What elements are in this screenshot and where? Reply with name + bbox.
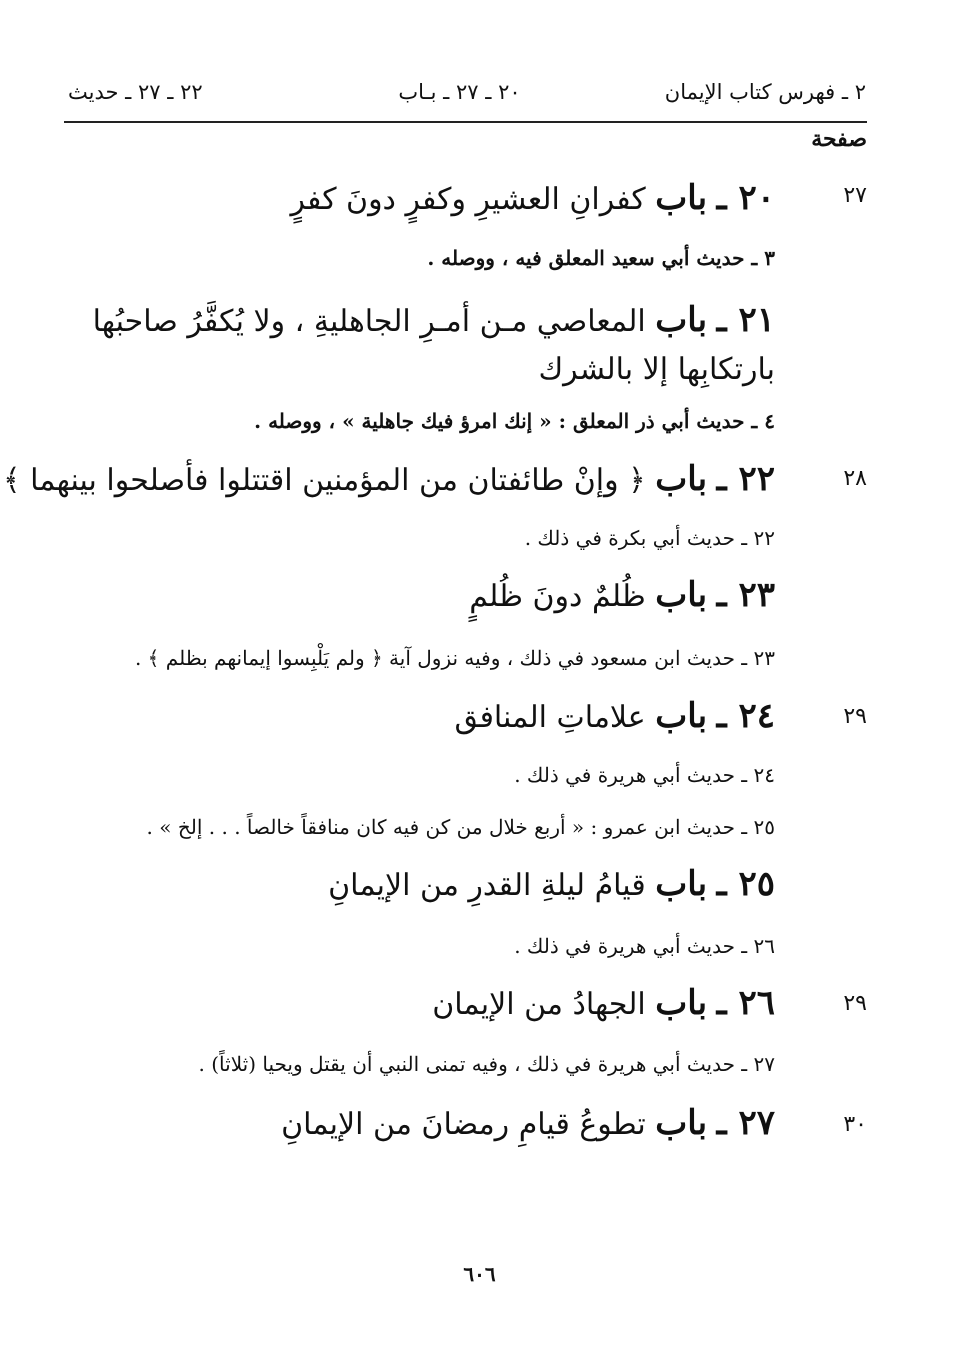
hadith-line: ٤ ـ حديث أبي ذر المعلق : « إنك امرؤ فيك جاهلية » ، ووصله . [254,409,775,433]
hadith-line: ٢٥ ـ حديث ابن عمرو : « أربع خلال من كن فيه كان منافقاً خالصاً . . . إلخ » . [146,815,775,839]
bab-heading [60,296,775,394]
entry-page-number: ٢٩ [843,991,867,1016]
page-column-label: صفحة [811,126,867,152]
bab-title: المعاصي مـن أمـرِ الجاهليةِ ، ولا يُكفَّرُ صاحبُها بارتكابِها إلا بالشرك [92,304,775,387]
bab-keyword: باب [655,178,708,218]
entry-page-number: ٢٧ [843,183,867,208]
entry-page-number: ٢٩ [843,704,867,729]
bab-title: ظُلمٌ دونَ ظُلمٍ [469,579,646,614]
hadith-line: ٢٣ ـ حديث ابن مسعود في ذلك ، وفيه نزول آية ﴿ ولم يَلْبِسوا إيمانهم بظلم ﴾ . [134,646,775,670]
bab-heading [3,459,775,499]
hadith-line: ٢٢ ـ حديث أبي بكرة في ذلك . [524,526,775,550]
bab-keyword: باب [655,696,708,736]
header-rule [64,121,867,123]
bab-title: كفرانِ العشيرِ وكفرٍ دونَ كفرٍ [290,182,646,217]
bab-number: ٢٧ ـ [716,1103,775,1143]
running-header-chapter: ٢ ـ فهرس كتاب الإيمان [664,80,866,104]
hadith-line: ٢٧ ـ حديث أبي هريرة في ذلك ، وفيه تمنى النبي أن يقتل ويحيا (ثلاثاً) . [198,1052,775,1076]
entry-page-number: ٣٠ [843,1112,867,1137]
bab-heading [64,983,775,1023]
bab-title: علاماتِ المنافق [454,700,646,735]
bab-keyword: باب [655,459,708,499]
bab-heading [64,178,775,218]
bab-number: ٢٥ ـ [716,864,775,904]
page-number: ٦٠٦ [463,1262,496,1286]
bab-title: الجهادُ من الإيمان [432,987,646,1022]
bab-keyword: باب [655,864,708,904]
bab-keyword: باب [655,300,708,340]
entry-page-number: ٢٨ [843,466,867,491]
bab-heading [64,696,775,736]
bab-title: تطوعُ قيامِ رمضانَ من الإيمانِ [281,1107,646,1142]
bab-title: قيامُ ليلةِ القدرِ من الإيمانِ [328,868,646,903]
bab-heading [64,864,775,904]
bab-number: ٢١ ـ [716,300,775,340]
bab-number: ٢٠ ـ [716,178,775,218]
hadith-line: ٣ ـ حديث أبي سعيد المعلق فيه ، ووصله . [427,246,775,270]
bab-keyword: باب [655,575,708,615]
bab-number: ٢٢ ـ [716,459,775,499]
bab-title: ﴿ وإنْ طائفتان من المؤمنين اقتتلوا فأصلحوا بينهما ﴾ [3,463,646,498]
running-header-hadiths: ٢٢ ـ ٢٧ ـ حديث [68,80,203,104]
bab-number: ٢٤ ـ [716,696,775,736]
hadith-line: ٢٦ ـ حديث أبي هريرة في ذلك . [514,934,775,958]
bab-number: ٢٦ ـ [716,983,775,1023]
bab-heading [64,1103,775,1143]
hadith-line: ٢٤ ـ حديث أبي هريرة في ذلك . [514,763,775,787]
running-header-babs: ٢٠ ـ ٢٧ ـ بـاب [398,80,521,104]
bab-keyword: باب [655,983,708,1023]
bab-number: ٢٣ ـ [716,575,775,615]
bab-keyword: باب [655,1103,708,1143]
bab-heading [64,575,775,615]
